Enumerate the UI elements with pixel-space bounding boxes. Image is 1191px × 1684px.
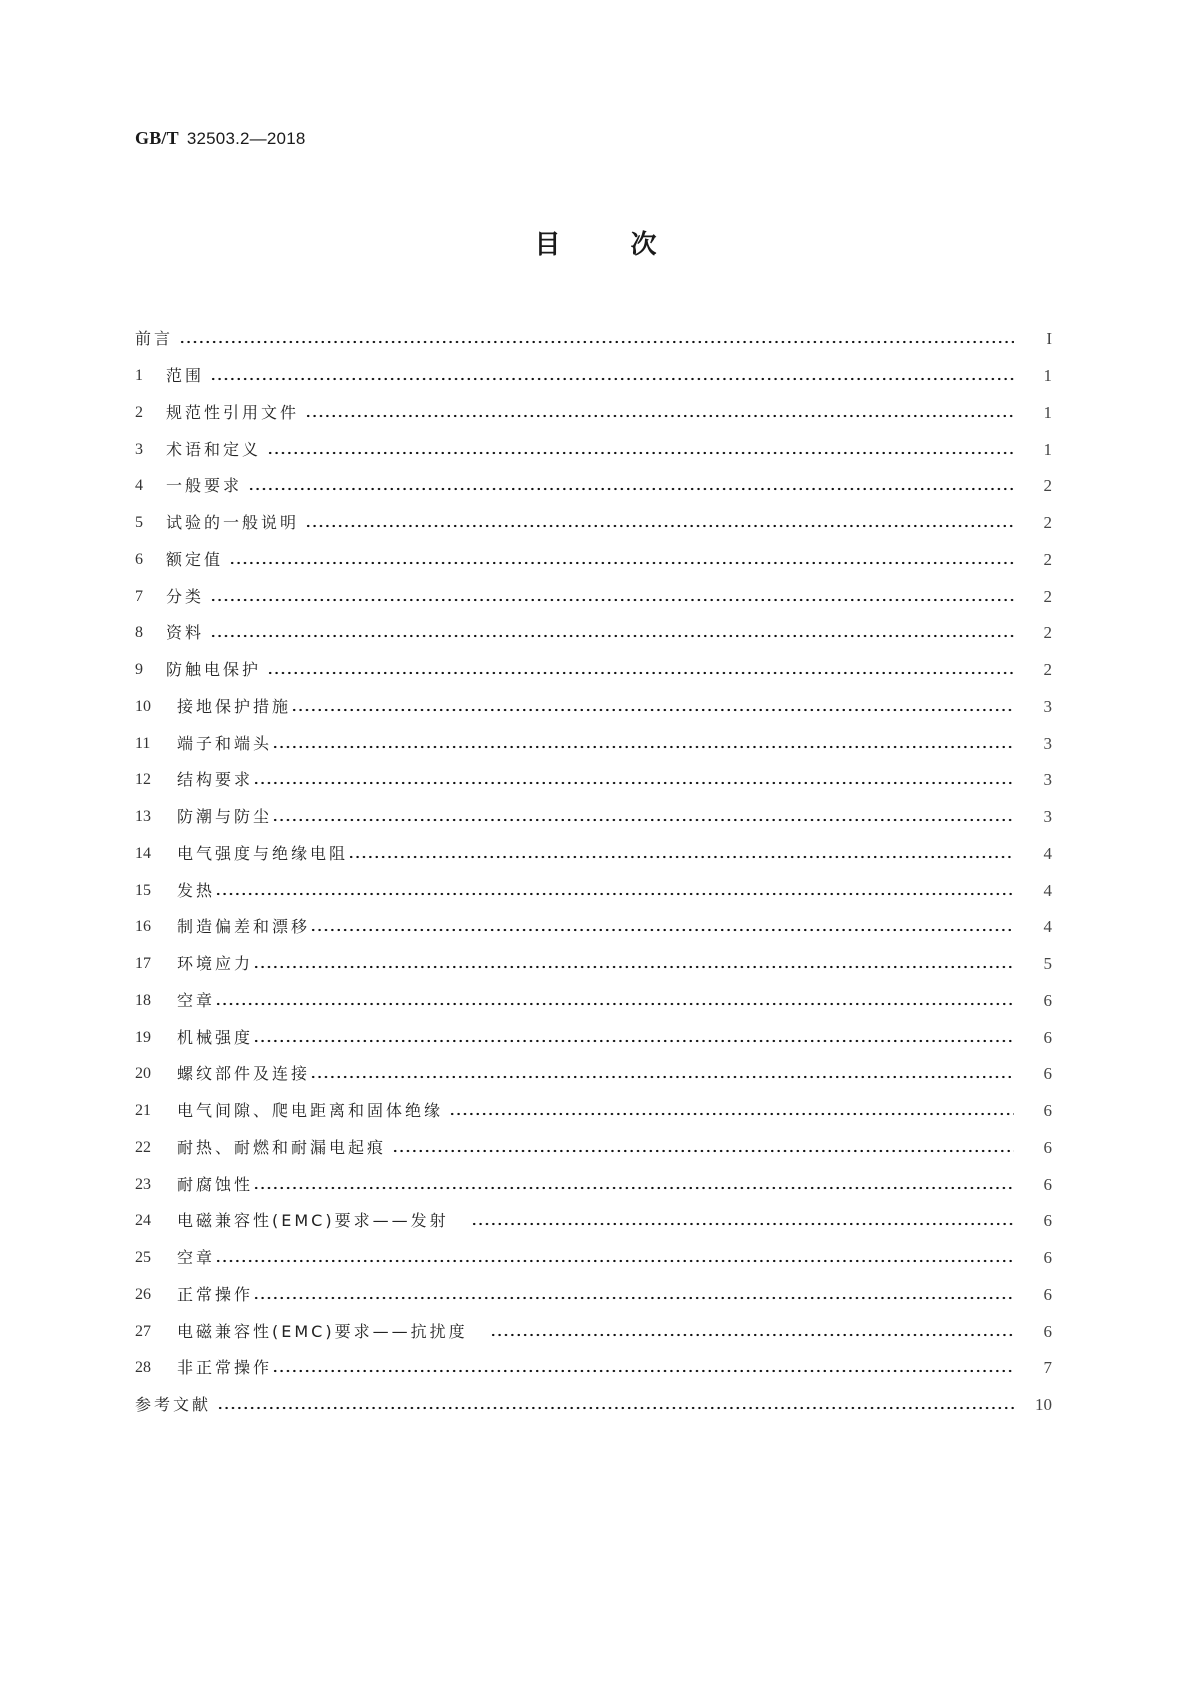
- dot-leader: [272, 745, 1014, 749]
- toc-entry[interactable]: [135, 1093, 1055, 1130]
- toc-entry-number: 13: [135, 808, 151, 826]
- toc-entry-label: 电气间隙、爬电距离和固体绝缘: [177, 1101, 444, 1121]
- toc-entry-page: 1: [1043, 402, 1052, 422]
- dot-leader: [305, 524, 1014, 528]
- toc-entry-number: 3: [135, 440, 143, 458]
- toc-entry-label: 空章: [177, 1248, 216, 1268]
- toc-entry-label: 环境应力: [177, 954, 254, 974]
- toc-entry[interactable]: [135, 542, 1055, 579]
- toc-entry-label: 资料: [166, 623, 205, 643]
- toc-entry[interactable]: [135, 1277, 1055, 1314]
- toc-entry-page: 10: [1035, 1395, 1052, 1415]
- toc-entry-label: 防触电保护: [166, 660, 262, 680]
- toc-entry-label: 制造偏差和漂移: [177, 917, 311, 937]
- toc-entry-label: 端子和端头: [177, 733, 273, 753]
- toc-entry-page: 4: [1043, 917, 1052, 937]
- toc-entry-page: 7: [1043, 1358, 1052, 1378]
- toc-entry[interactable]: [135, 431, 1055, 468]
- table-of-contents: [135, 321, 1055, 1424]
- toc-entry[interactable]: [135, 725, 1055, 762]
- toc-entry-label: 术语和定义: [166, 439, 262, 459]
- dot-leader: [267, 671, 1014, 675]
- toc-entry-page: 3: [1043, 696, 1052, 716]
- toc-entry[interactable]: [135, 1350, 1055, 1387]
- toc-entry-number: 23: [135, 1175, 151, 1193]
- toc-entry-label: 电气强度与绝缘电阻: [177, 843, 349, 863]
- toc-entry[interactable]: [135, 1130, 1055, 1167]
- toc-entry-number: 12: [135, 771, 151, 789]
- toc-entry[interactable]: [135, 615, 1055, 652]
- toc-entry-number: 27: [135, 1322, 151, 1340]
- toc-entry-page: 6: [1043, 1211, 1052, 1231]
- toc-entry[interactable]: [135, 505, 1055, 542]
- dot-leader: [210, 598, 1014, 602]
- page-title-char-2: 次: [630, 230, 657, 260]
- toc-entry-label: 机械强度: [177, 1027, 254, 1047]
- toc-entry-label: 耐腐蚀性: [177, 1174, 254, 1194]
- toc-entry-number: 18: [135, 991, 151, 1009]
- toc-entry[interactable]: [135, 762, 1055, 799]
- toc-entry-label: 电磁兼容性(EMC)要求——抗扰度: [177, 1321, 468, 1341]
- toc-entry-label: 一般要求: [166, 476, 243, 496]
- toc-entry-page: 6: [1043, 1174, 1052, 1194]
- dot-leader: [210, 377, 1014, 381]
- dot-leader: [310, 1075, 1014, 1079]
- toc-entry-number: 7: [135, 587, 143, 605]
- toc-entry-label: 正常操作: [177, 1284, 254, 1304]
- toc-entry-number: 24: [135, 1212, 151, 1230]
- toc-entry-label: 前言: [135, 329, 174, 349]
- toc-entry-label: 发热: [177, 880, 216, 900]
- toc-entry-number: 26: [135, 1285, 151, 1303]
- toc-entry-label: 接地保护措施: [177, 696, 292, 716]
- toc-entry-label: 螺纹部件及连接: [177, 1064, 311, 1084]
- toc-entry-number: 2: [135, 403, 143, 421]
- toc-entry[interactable]: [135, 1240, 1055, 1277]
- dot-leader: [272, 1369, 1014, 1373]
- dot-leader: [449, 1112, 1014, 1116]
- toc-entry-label: 试验的一般说明: [166, 513, 300, 533]
- toc-entry-number: 17: [135, 955, 151, 973]
- toc-entry[interactable]: [135, 946, 1055, 983]
- toc-entry-page: 6: [1043, 1101, 1052, 1121]
- toc-entry-number: 15: [135, 881, 151, 899]
- toc-entry-number: 14: [135, 844, 151, 862]
- toc-entry-number: 8: [135, 624, 143, 642]
- toc-entry-page: 5: [1043, 954, 1052, 974]
- toc-entry-page: 4: [1043, 843, 1052, 863]
- toc-entry[interactable]: [135, 578, 1055, 615]
- toc-entry[interactable]: [135, 1019, 1055, 1056]
- dot-leader: [272, 818, 1014, 822]
- toc-entry[interactable]: [135, 909, 1055, 946]
- toc-entry-page: 6: [1043, 1137, 1052, 1157]
- toc-entry[interactable]: [135, 1313, 1055, 1350]
- toc-entry-label: 分类: [166, 586, 205, 606]
- toc-entry-label: 规范性引用文件: [166, 402, 300, 422]
- toc-entry-page: 3: [1043, 733, 1052, 753]
- toc-entry-number: 19: [135, 1028, 151, 1046]
- toc-entry-page: 6: [1043, 1321, 1052, 1341]
- dot-leader: [392, 1149, 1014, 1153]
- toc-entry-number: 21: [135, 1102, 151, 1120]
- toc-entry-page: 1: [1043, 439, 1052, 459]
- toc-entry-page: 2: [1043, 476, 1052, 496]
- toc-entry-number: 1: [135, 367, 143, 385]
- toc-entry[interactable]: [135, 983, 1055, 1020]
- toc-entry-label: 参考文献: [135, 1395, 212, 1415]
- toc-entry-label: 额定值: [166, 549, 224, 569]
- page-title: [0, 230, 1191, 260]
- toc-entry-number: 28: [135, 1359, 151, 1377]
- toc-entry-label: 电磁兼容性(EMC)要求——发射: [177, 1211, 449, 1231]
- toc-entry[interactable]: [135, 358, 1055, 395]
- toc-entry[interactable]: [135, 468, 1055, 505]
- toc-entry[interactable]: [135, 1203, 1055, 1240]
- toc-entry-number: 6: [135, 550, 143, 568]
- dot-leader: [179, 340, 1014, 344]
- standard-code-prefix: GB/T: [135, 128, 179, 148]
- dot-leader: [310, 928, 1014, 932]
- standard-code-number: 32503.2—2018: [186, 129, 306, 148]
- dot-leader: [305, 414, 1014, 418]
- dot-leader: [253, 965, 1014, 969]
- toc-entry-page: 6: [1043, 990, 1052, 1010]
- dot-leader: [291, 708, 1014, 712]
- standard-code-header: [135, 128, 306, 149]
- toc-entry-page: 2: [1043, 586, 1052, 606]
- dot-leader: [210, 634, 1014, 638]
- dot-leader: [267, 451, 1014, 455]
- toc-entry-bibliography[interactable]: [135, 1387, 1055, 1424]
- dot-leader: [253, 1039, 1014, 1043]
- toc-entry-page: 6: [1043, 1064, 1052, 1084]
- dot-leader: [348, 855, 1014, 859]
- toc-entry-page: 2: [1043, 623, 1052, 643]
- toc-entry-foreword[interactable]: [135, 321, 1055, 358]
- toc-entry-label: 防潮与防尘: [177, 807, 273, 827]
- toc-entry-page: 3: [1043, 770, 1052, 790]
- toc-entry-page: I: [1046, 329, 1052, 349]
- toc-entry-page: 2: [1043, 513, 1052, 533]
- dot-leader: [490, 1333, 1014, 1337]
- dot-leader: [253, 781, 1014, 785]
- dot-leader: [215, 1259, 1014, 1263]
- toc-entry-page: 2: [1043, 549, 1052, 569]
- toc-entry-number: 10: [135, 697, 151, 715]
- dot-leader: [253, 1296, 1014, 1300]
- toc-entry-number: 16: [135, 918, 151, 936]
- page-title-char-1: 目: [534, 230, 561, 260]
- toc-entry[interactable]: [135, 836, 1055, 873]
- toc-entry[interactable]: [135, 799, 1055, 836]
- toc-entry-page: 1: [1043, 366, 1052, 386]
- toc-entry[interactable]: [135, 1056, 1055, 1093]
- toc-entry-number: 4: [135, 477, 143, 495]
- toc-entry-label: 结构要求: [177, 770, 254, 790]
- dot-leader: [215, 892, 1014, 896]
- toc-entry-page: 6: [1043, 1027, 1052, 1047]
- toc-entry-number: 5: [135, 514, 143, 532]
- toc-entry-label: 耐热、耐燃和耐漏电起痕: [177, 1137, 387, 1157]
- dot-leader: [217, 1406, 1014, 1410]
- dot-leader: [248, 487, 1014, 491]
- dot-leader: [471, 1222, 1014, 1226]
- toc-entry[interactable]: [135, 395, 1055, 432]
- toc-entry-number: 9: [135, 661, 143, 679]
- toc-entry[interactable]: [135, 872, 1055, 909]
- dot-leader: [215, 1002, 1014, 1006]
- toc-entry-page: 3: [1043, 807, 1052, 827]
- toc-entry-label: 非正常操作: [177, 1358, 273, 1378]
- toc-entry-number: 20: [135, 1065, 151, 1083]
- toc-entry[interactable]: [135, 689, 1055, 726]
- toc-entry[interactable]: [135, 652, 1055, 689]
- toc-entry-page: 6: [1043, 1248, 1052, 1268]
- toc-entry-label: 空章: [177, 990, 216, 1010]
- dot-leader: [253, 1186, 1014, 1190]
- toc-entry-number: 11: [135, 734, 151, 752]
- toc-entry-page: 4: [1043, 880, 1052, 900]
- toc-entry-number: 22: [135, 1138, 151, 1156]
- toc-entry-number: 25: [135, 1249, 151, 1267]
- toc-entry[interactable]: [135, 1166, 1055, 1203]
- toc-entry-label: 范围: [166, 366, 205, 386]
- toc-entry-page: 2: [1043, 660, 1052, 680]
- dot-leader: [229, 561, 1014, 565]
- toc-entry-page: 6: [1043, 1284, 1052, 1304]
